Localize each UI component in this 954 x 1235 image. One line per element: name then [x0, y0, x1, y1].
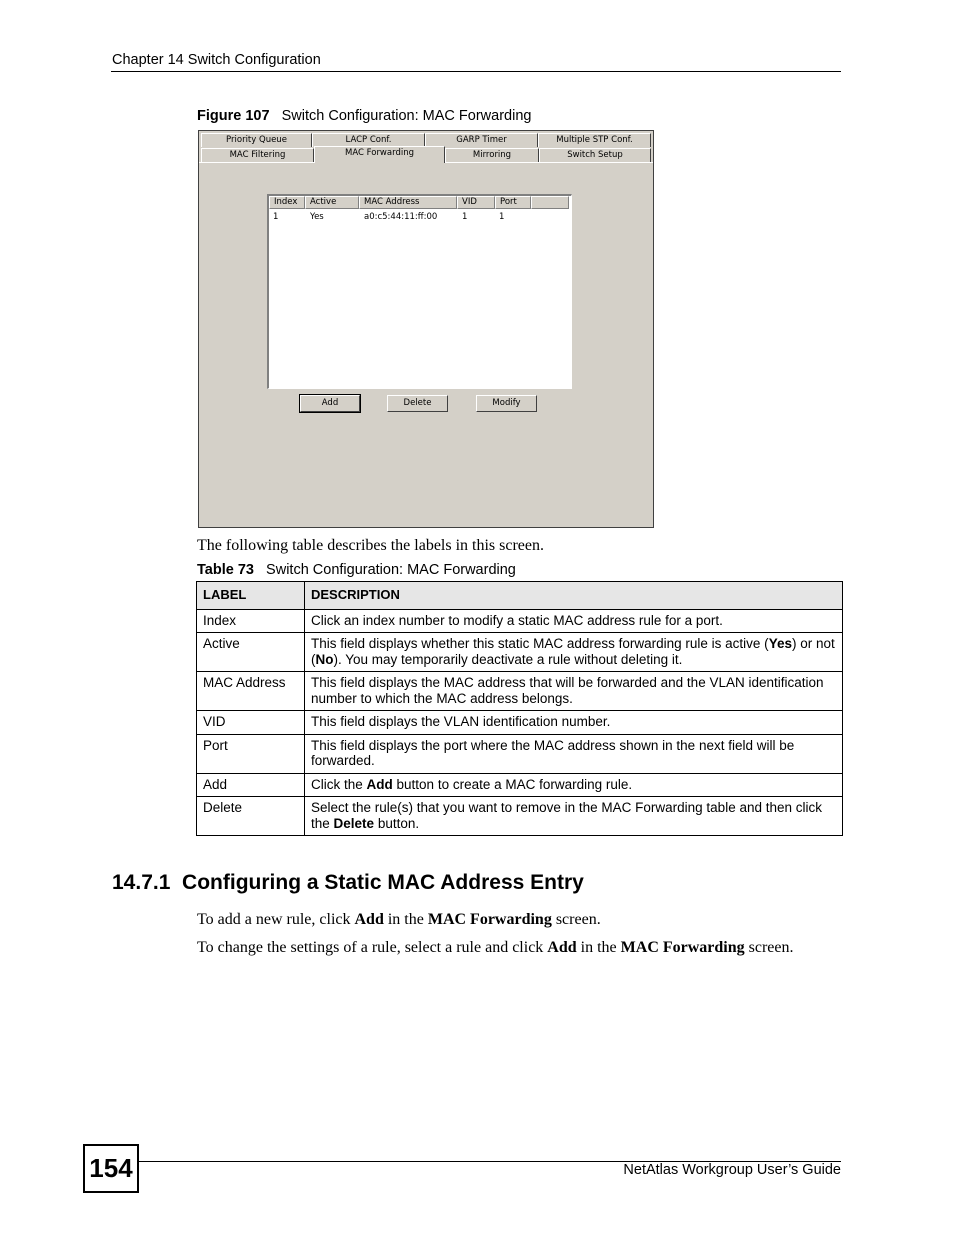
tab-switch-setup[interactable]: Switch Setup: [539, 148, 651, 162]
paragraph-add-rule: To add a new rule, click Add in the MAC Forwarding screen.: [197, 911, 601, 928]
page-number: 154: [83, 1144, 139, 1193]
row-label: MAC Address: [197, 672, 305, 711]
delete-button[interactable]: Delete: [387, 395, 448, 412]
table-row: [197, 633, 843, 672]
tab-lacp-conf[interactable]: LACP Conf.: [312, 133, 425, 147]
table-row: [197, 711, 843, 735]
col-vid[interactable]: VID: [457, 196, 495, 209]
mac-forwarding-table[interactable]: [267, 194, 572, 389]
row-description: Click the Add button to create a MAC forwarding rule.: [305, 773, 843, 797]
add-button[interactable]: Add: [300, 395, 360, 412]
table-row: [197, 773, 843, 797]
cell-index: 1: [273, 212, 279, 222]
table-row: [197, 734, 843, 773]
table-row: [197, 609, 843, 633]
col-mac-address[interactable]: MAC Address: [359, 196, 457, 209]
row-description: This field displays the port where the MAC address shown in the next field will be forwarded.: [305, 734, 843, 773]
row-label: Active: [197, 633, 305, 672]
row-description: Click an index number to modify a static MAC address rule for a port.: [305, 609, 843, 633]
footer-guide-title: NetAtlas Workgroup User’s Guide: [623, 1162, 841, 1178]
col-index[interactable]: Index: [269, 196, 305, 209]
table-header-row: [197, 582, 843, 610]
table-title: Switch Configuration: MAC Forwarding: [266, 562, 516, 578]
row-label: Delete: [197, 797, 305, 836]
header-description: DESCRIPTION: [305, 582, 843, 610]
cell-port: 1: [499, 212, 505, 222]
tab-multiple-stp-conf[interactable]: Multiple STP Conf.: [538, 133, 651, 147]
table-caption: [197, 562, 516, 578]
figure-caption: [197, 108, 531, 124]
row-label: Port: [197, 734, 305, 773]
row-description: This field displays the MAC address that will be forwarded and the VLAN identification number to which the MAC address belongs.: [305, 672, 843, 711]
header-label: LABEL: [197, 582, 305, 610]
table-row: [197, 797, 843, 836]
header-rule: [111, 71, 841, 72]
row-label: VID: [197, 711, 305, 735]
paragraph-change-rule: To change the settings of a rule, select a rule and click Add in the MAC Forwarding screen.: [197, 939, 794, 956]
col-port[interactable]: Port: [495, 196, 531, 209]
section-heading: 14.7.1 Configuring a Static MAC Address Entry: [112, 871, 584, 894]
running-header: Chapter 14 Switch Configuration: [112, 52, 321, 68]
cell-active: Yes: [310, 212, 324, 222]
table-number: Table 73: [197, 562, 254, 578]
modify-button[interactable]: Modify: [476, 395, 537, 412]
row-description: This field displays whether this static MAC address forwarding rule is active (Yes) or not (No). You may temporarily deactivate a rule without deleting it.: [305, 633, 843, 672]
cell-vid: 1: [462, 212, 468, 222]
tab-garp-timer[interactable]: GARP Timer: [425, 133, 538, 147]
mac-forwarding-screen: [198, 130, 654, 528]
label-description-table: [196, 581, 843, 836]
intro-text: The following table describes the labels in this screen.: [197, 537, 545, 554]
row-label: Index: [197, 609, 305, 633]
table-row: [197, 672, 843, 711]
row-description: Select the rule(s) that you want to remove in the MAC Forwarding table and then click the Delete button.: [305, 797, 843, 836]
cell-mac-address: a0:c5:44:11:ff:00: [364, 212, 438, 222]
row-description: This field displays the VLAN identification number.: [305, 711, 843, 735]
tab-mac-forwarding[interactable]: MAC Forwarding: [314, 146, 445, 163]
figure-number: Figure 107: [197, 108, 270, 124]
row-label: Add: [197, 773, 305, 797]
figure-title: Switch Configuration: MAC Forwarding: [281, 108, 532, 124]
col-filler: [531, 196, 569, 209]
col-active[interactable]: Active: [305, 196, 359, 209]
tab-mac-filtering[interactable]: MAC Filtering: [201, 148, 314, 162]
tab-priority-queue[interactable]: Priority Queue: [201, 133, 312, 147]
tab-mirroring[interactable]: Mirroring: [445, 148, 539, 162]
